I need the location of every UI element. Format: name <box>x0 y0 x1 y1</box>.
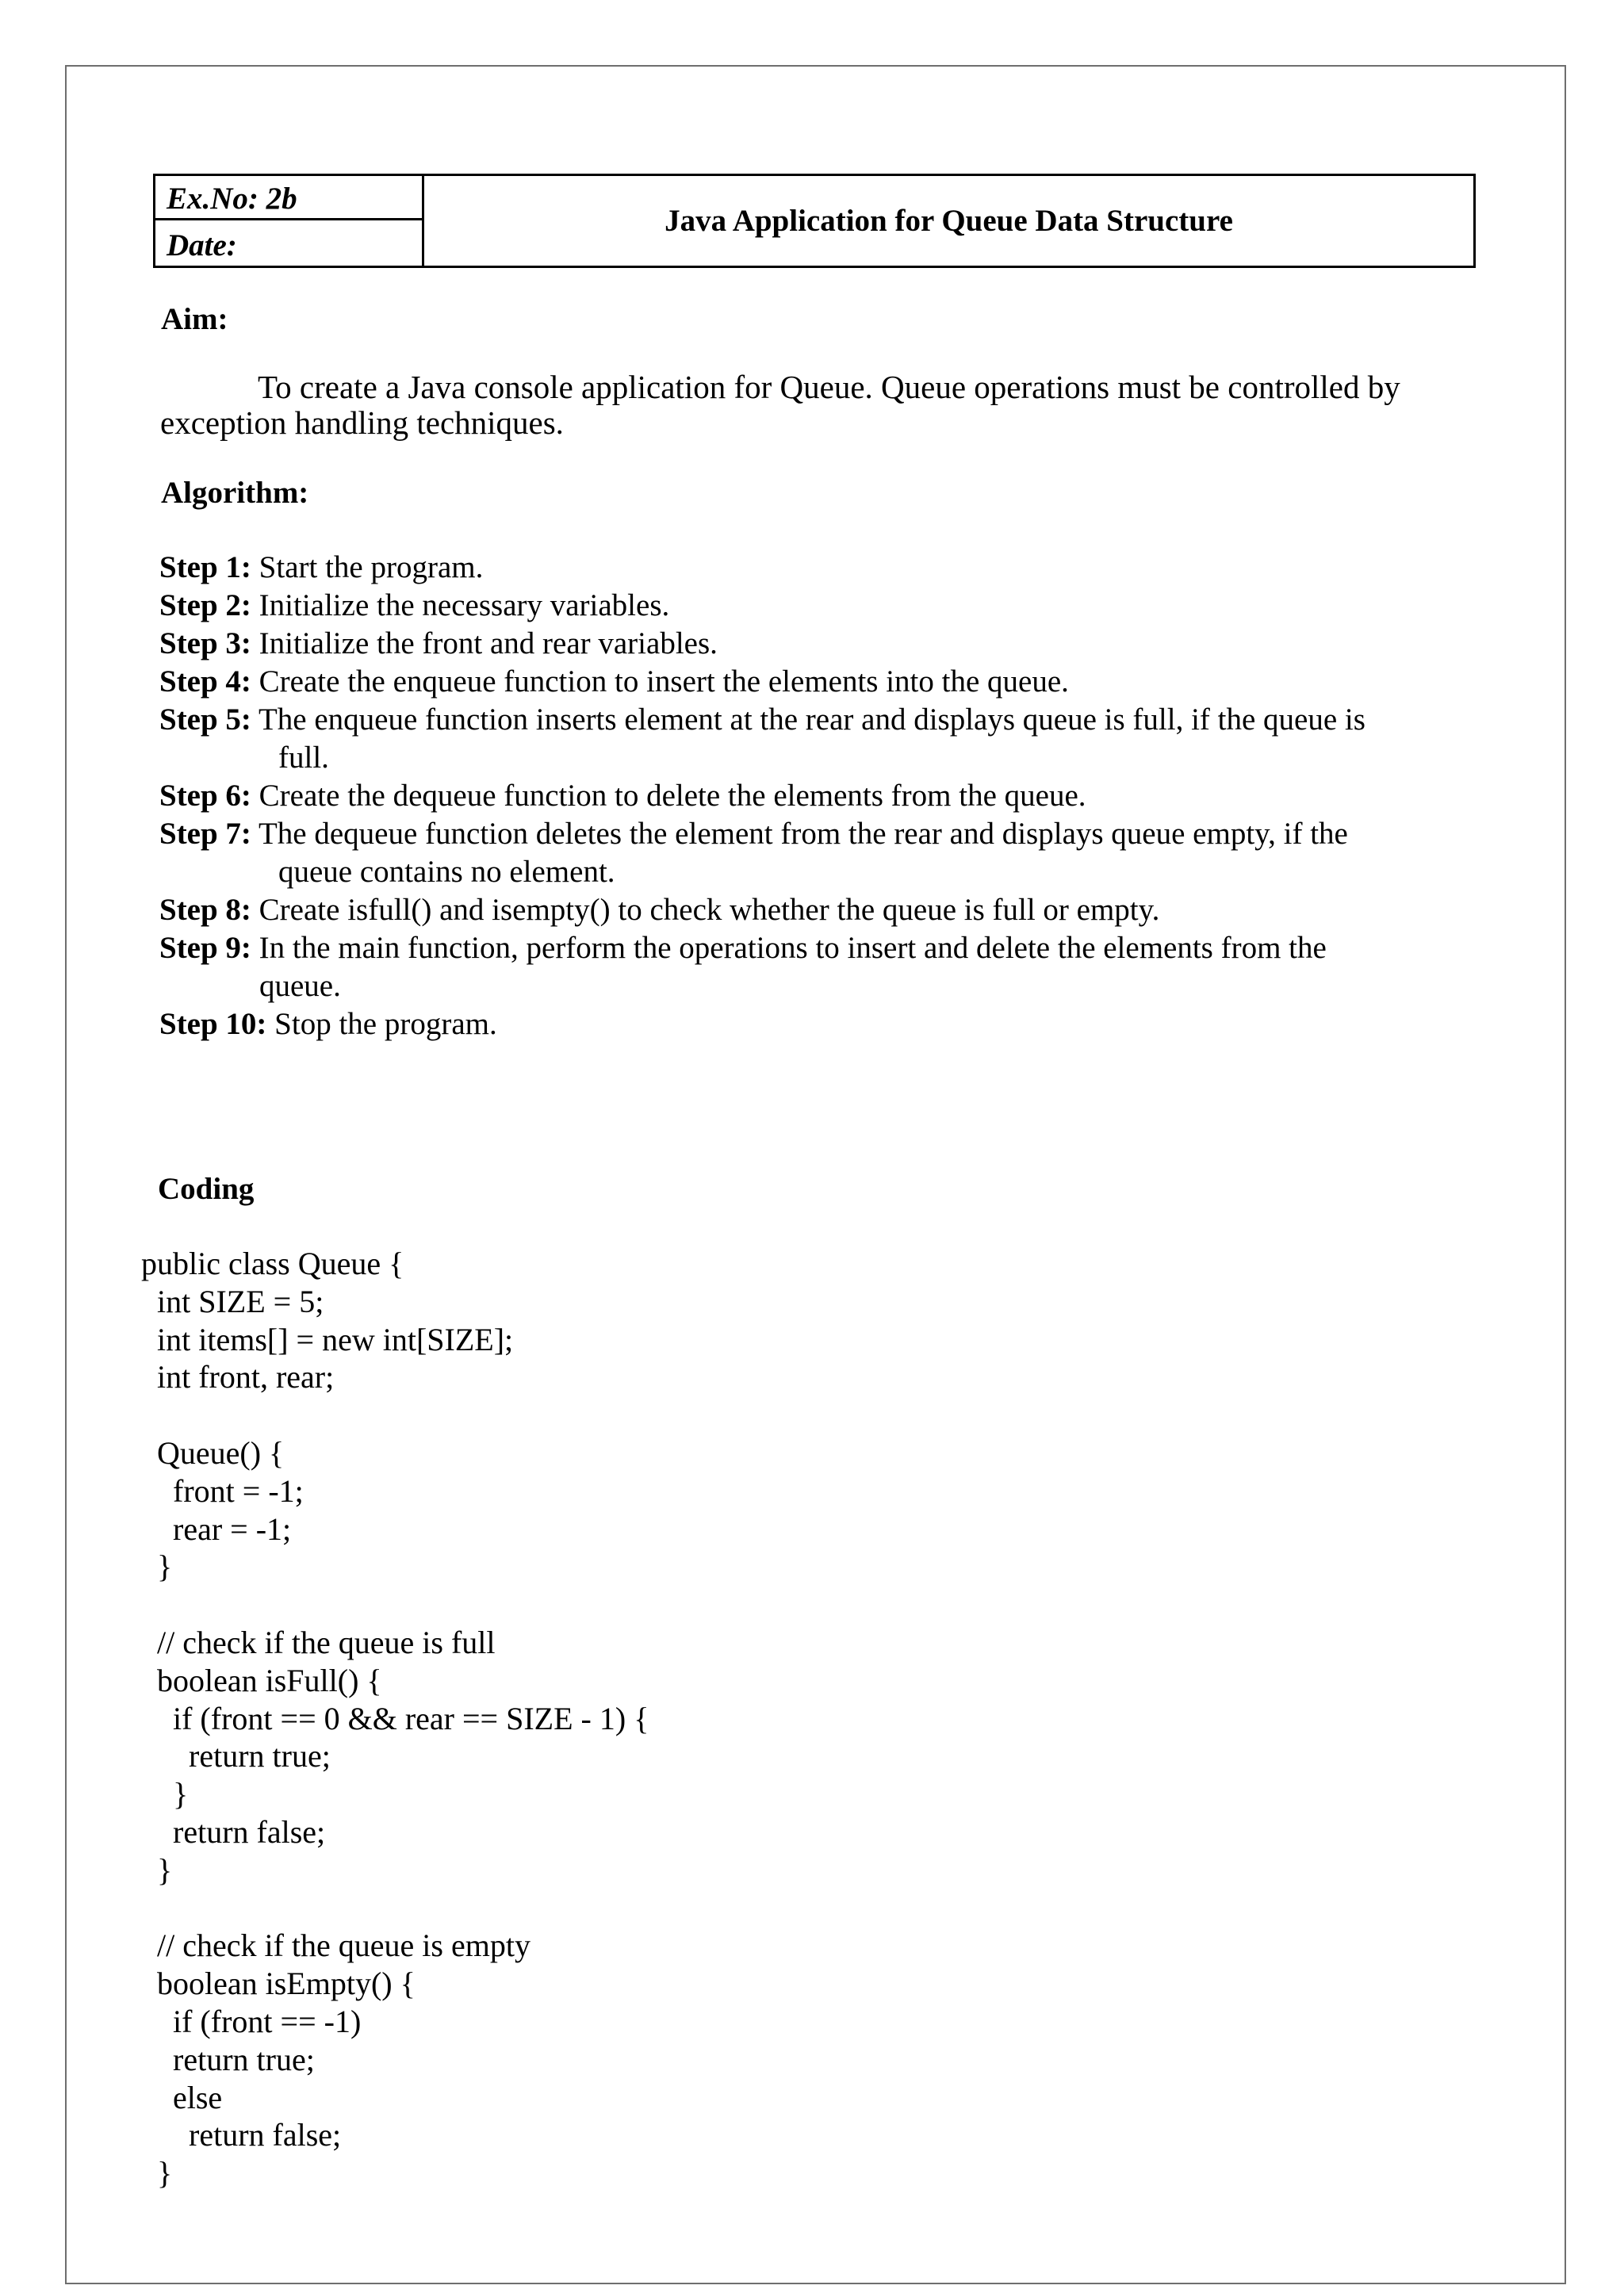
step-label: Step 1: <box>159 550 251 584</box>
date-label: Date: <box>167 228 237 262</box>
header-table <box>153 174 1476 268</box>
step-text: Start the program. <box>251 550 484 584</box>
step-text: Create isfull() and isempty() to check whether the queue is full or empty. <box>251 893 1160 927</box>
algorithm-step-9-continued: queue. <box>259 969 341 1003</box>
algorithm-step-4 <box>159 663 1069 701</box>
step-text: Create the dequeue function to delete the elements from the queue. <box>251 779 1086 813</box>
step-text: Stop the program. <box>266 1007 497 1041</box>
step-label: Step 5: <box>159 702 251 737</box>
step-label: Step 8: <box>159 893 251 927</box>
step-text: Initialize the necessary variables. <box>251 588 670 622</box>
step-label: Step 4: <box>159 664 251 699</box>
aim-text-line-1: To create a Java console application for Queue. Queue operations must be controlled by <box>258 369 1400 405</box>
document-title: Java Application for Queue Data Structure <box>665 204 1233 238</box>
step-text: In the main function, perform the operations to insert and delete the elements from the <box>251 931 1327 965</box>
code-listing: public class Queue { int SIZE = 5; int items[] = new int[SIZE]; int front, rear; Queue() { front = -1; rear = -1; } // check if the queue is full boolean isFull() { if (front == 0 && rear == SIZE - 1) { return true; } return false; } // check if the queue is empty boolean isEmpty() { if (front == -1) return true; else return false; } <box>141 1246 649 2192</box>
algorithm-heading: Algorithm: <box>161 476 309 510</box>
algorithm-step-5-continued: full. <box>278 741 329 775</box>
step-text: The dequeue function deletes the element from the rear and displays queue empty, if the <box>251 817 1348 851</box>
ex-no-label: Ex.No: 2b <box>167 182 297 216</box>
header-left-cells <box>155 176 424 266</box>
step-label: Step 10: <box>159 1007 267 1041</box>
step-label: Step 9: <box>159 931 251 965</box>
step-label: Step 2: <box>159 588 251 622</box>
step-text: Initialize the front and rear variables. <box>251 626 718 660</box>
algorithm-step-10 <box>159 1005 497 1043</box>
step-label: Step 6: <box>159 779 251 813</box>
step-label: Step 3: <box>159 626 251 660</box>
algorithm-step-7-continued: queue contains no element. <box>278 855 615 889</box>
aim-heading: Aim: <box>161 302 228 336</box>
algorithm-step-8 <box>159 891 1159 929</box>
coding-heading: Coding <box>158 1172 255 1206</box>
algorithm-step-3 <box>159 625 718 663</box>
step-text: The enqueue function inserts element at the rear and displays queue is full, if the queue is <box>251 702 1365 737</box>
algorithm-step-6 <box>159 777 1086 815</box>
aim-text-line-2: exception handling techniques. <box>160 404 564 441</box>
algorithm-step-5 <box>159 701 1365 739</box>
algorithm-step-1 <box>159 549 483 587</box>
algorithm-step-7 <box>159 815 1348 853</box>
algorithm-step-9 <box>159 929 1327 967</box>
step-text: Create the enqueue function to insert the elements into the queue. <box>251 664 1069 699</box>
algorithm-step-2 <box>159 587 669 625</box>
step-label: Step 7: <box>159 817 251 851</box>
